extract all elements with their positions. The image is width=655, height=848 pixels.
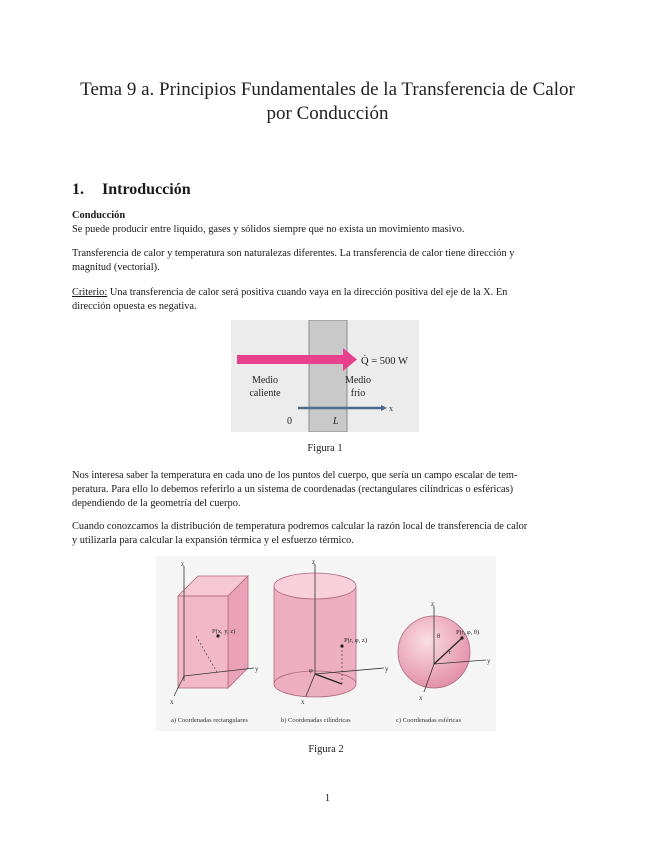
axis-x-label-a: x [170,698,174,706]
axis-x-label-c: x [419,694,423,702]
criterio-label: Criterio: [72,287,108,298]
subcaption-b: b) Coordenadas cilíndricas [281,717,351,724]
phi-label-b: φ [309,667,313,674]
axis-y-label-c: y [487,657,491,665]
title-line-1: Tema 9 a. Principios Fundamentales de la Transferencia de Calor [80,79,575,100]
axis-x-label-b: x [301,698,305,706]
theta-label-c: θ [437,633,441,640]
section-title: Introducción [102,181,191,198]
paragraph-line: y utilizarla para calcular la expansión térmica y el esfuerzo térmico. [72,535,354,546]
paragraph-line: Nos interesa saber la temperatura en cada uno de los puntos del cuerpo, que sería un campo escalar de tem- [72,470,518,481]
point-label-a: P(x, y, z) [212,628,236,635]
paragraph-line [72,286,582,300]
axis-z-label-c: z [431,600,435,608]
cold-medium-label-2: frío [350,388,366,399]
criterio-text: Una transferencia de calor será positiva cuando vaya en la dirección positiva del eje de la X. En [107,287,508,298]
heat-label: Q̇ = 500 W [361,356,408,367]
point-label-c: P(r, φ, θ) [456,629,480,636]
subcaption-a: a) Coordenadas rectangulares [171,717,248,724]
paragraph-transferencia [72,247,582,275]
figure-2-caption: Figura 2 [308,744,344,755]
paragraph-line: Transferencia de calor y temperatura son naturalezas diferentes. La transferencia de calor tiene dirección y [72,248,515,259]
axis-z-label-a: z [181,560,185,568]
document-title [60,78,595,126]
figure-2-image [156,556,496,731]
paragraph-temperatura [72,469,582,511]
paragraph-conduccion [72,209,582,237]
length-label: L [333,416,339,427]
paragraph-line: magnitud (vectorial). [72,262,160,273]
paragraph-line: Cuando conozcamos la distribución de temperatura podremos calcular la razón local de transferencia de calor [72,521,528,532]
paragraph-criterio [72,286,582,314]
paragraph-line: dirección opuesta es negativa. [72,301,197,312]
axis-y-label-b: y [385,665,389,673]
section-number: 1. [72,181,84,198]
axis-y-label-a: y [255,665,259,673]
figure-1-image [231,320,419,432]
subheading-conduccion: Conducción [72,210,126,221]
section-heading [72,181,191,199]
cold-medium-label-1: Medio [344,375,372,386]
heat-arrow-shaft [237,355,345,364]
paragraph-text: Se puede producir entre liquido, gases y sólidos siempre que no exista un movimiento masivo. [72,224,465,235]
paragraph-line: peratura. Para ello lo debemos referirlo a un sistema de coordenadas (rectangulares cilíndricas o esféricas) [72,484,514,495]
r-label-c: r [449,649,452,656]
figure-1-caption: Figura 1 [307,443,343,454]
hot-medium-label-2: caliente [249,388,281,399]
hot-medium-label-1: Medio [251,375,279,386]
x-axis-label: x [389,404,393,413]
page-number: 1 [324,793,331,804]
paragraph-distribucion [72,520,582,548]
origin-label: 0 [287,416,292,427]
paragraph-line: dependiendo de la geometría del cuerpo. [72,498,241,509]
subcaption-c: c) Coordenadas esféricas [396,717,461,724]
point-label-b: P(r, φ, z) [344,637,367,644]
axis-z-label-b: z [312,558,316,566]
title-line-2: por Conducción [266,103,389,124]
